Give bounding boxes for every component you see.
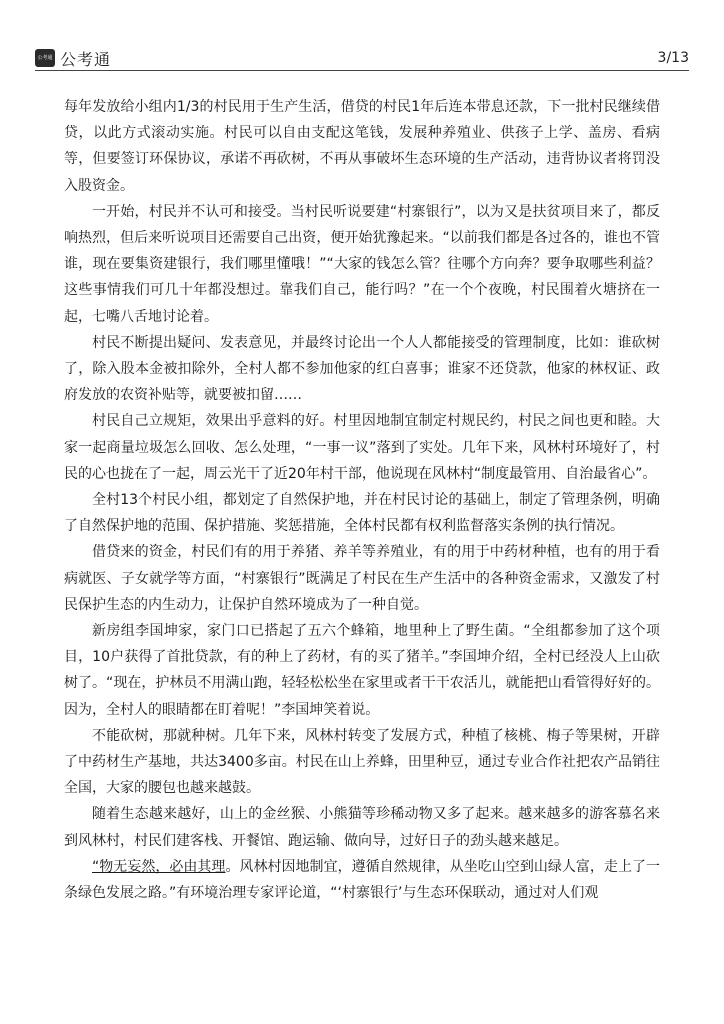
page-number: 3/13	[657, 50, 689, 66]
paragraph-1: 每年发放给小组内1/3的村民用于生产生活，借贷的村民1年后连本带息还款，下一批村民继续借贷，以此方式滚动实施。村民可以自由支配这笔钱，发展种养殖业、供孩子上学、盖房、看病等，但要签订环保协议，承诺不再砍树，不再从事破坏生态环境的生产活动，违背协议者将罚没入股资金。	[64, 99, 660, 194]
logo-mark-icon: 公考通	[35, 49, 55, 67]
logo	[35, 47, 111, 69]
page-header	[0, 0, 724, 72]
logo-text: 公考通	[60, 49, 112, 69]
paragraph-4: 村民自己立规矩，效果出乎意料的好。村里因地制宜制定村规民约，村民之间也更和睦。大家一起商量垃圾怎么回收、怎么处理，“一事一议”落到了实处。几年下来，风林村环境好了，村民的心也拢在了一起，周云光干了近20年村干部，他说现在风林村“制度最管用、自治最省心”。	[64, 413, 660, 482]
paragraph-10-rest: 。风林村因地制宜，遵循自然规律，从坐吃山空到山绿人富，走上了一条绿色发展之路。”有环境治理专家评论道，“‘村寨银行’与生态环保联动，通过对人们观	[64, 858, 660, 902]
underlined-quote: “物无妄然，必由其理	[92, 858, 226, 875]
paragraph-3: 村民不断提出疑问、发表意见，并最终讨论出一个人人都能接受的管理制度，比如：谁砍树了，除入股本金被扣除外，全村人都不参加他家的红白喜事；谁家不还贷款，他家的林权证、政府发放的农资补贴等，就要被扣留……	[64, 334, 660, 404]
paragraph-8: 不能砍树，那就种树。几年下来，风林村转变了发展方式，种植了核桃、梅子等果树，开辟了中药材生产基地，共达3400多亩。村民在山上养蜂，田里种豆，通过专业合作社把农产品销往全国，大家的腰包也越来越鼓。	[64, 727, 660, 797]
paragraph-6: 借贷来的资金，村民们有的用于养猪、养羊等养殖业，有的用于中药材种植，也有的用于看病就医、子女就学等方面，“村寨银行”既满足了村民在生产生活中的各种资金需求，又激发了村民保护生态的内生动力，让保护自然环境成为了一种自觉。	[64, 544, 660, 613]
paragraph-5: 全村13个村民小组，都划定了自然保护地，并在村民讨论的基础上，制定了管理条例，明确了自然保护地的范围、保护措施、奖惩措施，全体村民都有权利监督落实条例的执行情况。	[64, 492, 660, 535]
header-divider	[35, 70, 689, 71]
article-body	[64, 94, 660, 906]
paragraph-10	[64, 854, 660, 906]
paragraph-9: 随着生态越来越好，山上的金丝猴、小熊猫等珍稀动物又多了起来。越来越多的游客慕名来到风林村，村民们建客栈、开餐馆、跑运输、做向导，过好日子的劲头越来越足。	[64, 806, 660, 849]
paragraph-7: 新房组李国坤家，家门口已搭起了五六个蜂箱，地里种上了野生菌。“全组都参加了这个项目，10户获得了首批贷款，有的种上了药材，有的买了猪羊。”李国坤介绍，全村已经没人上山砍树了。“现在，护林员不用满山跑，轻轻松松坐在家里或者干干农活儿，就能把山看管得好好的。因为，全村人的眼睛都在盯着呢！”李国坤笑着说。	[64, 623, 660, 718]
paragraph-2: 一开始，村民并不认可和接受。当村民听说要建“村寨银行”，以为又是扶贫项目来了，都反响热烈，但后来听说项目还需要自己出资，便开始犹豫起来。“以前我们都是各过各的，谁也不管谁，现在要集资建银行，我们哪里懂哦！”“大家的钱怎么管？往哪个方向奔？要争取哪些利益？这些事情我们可几十年都没想过。靠我们自己，能行吗？”在一个个夜晚，村民围着火塘挤在一起，七嘴八舌地讨论着。	[64, 203, 660, 325]
